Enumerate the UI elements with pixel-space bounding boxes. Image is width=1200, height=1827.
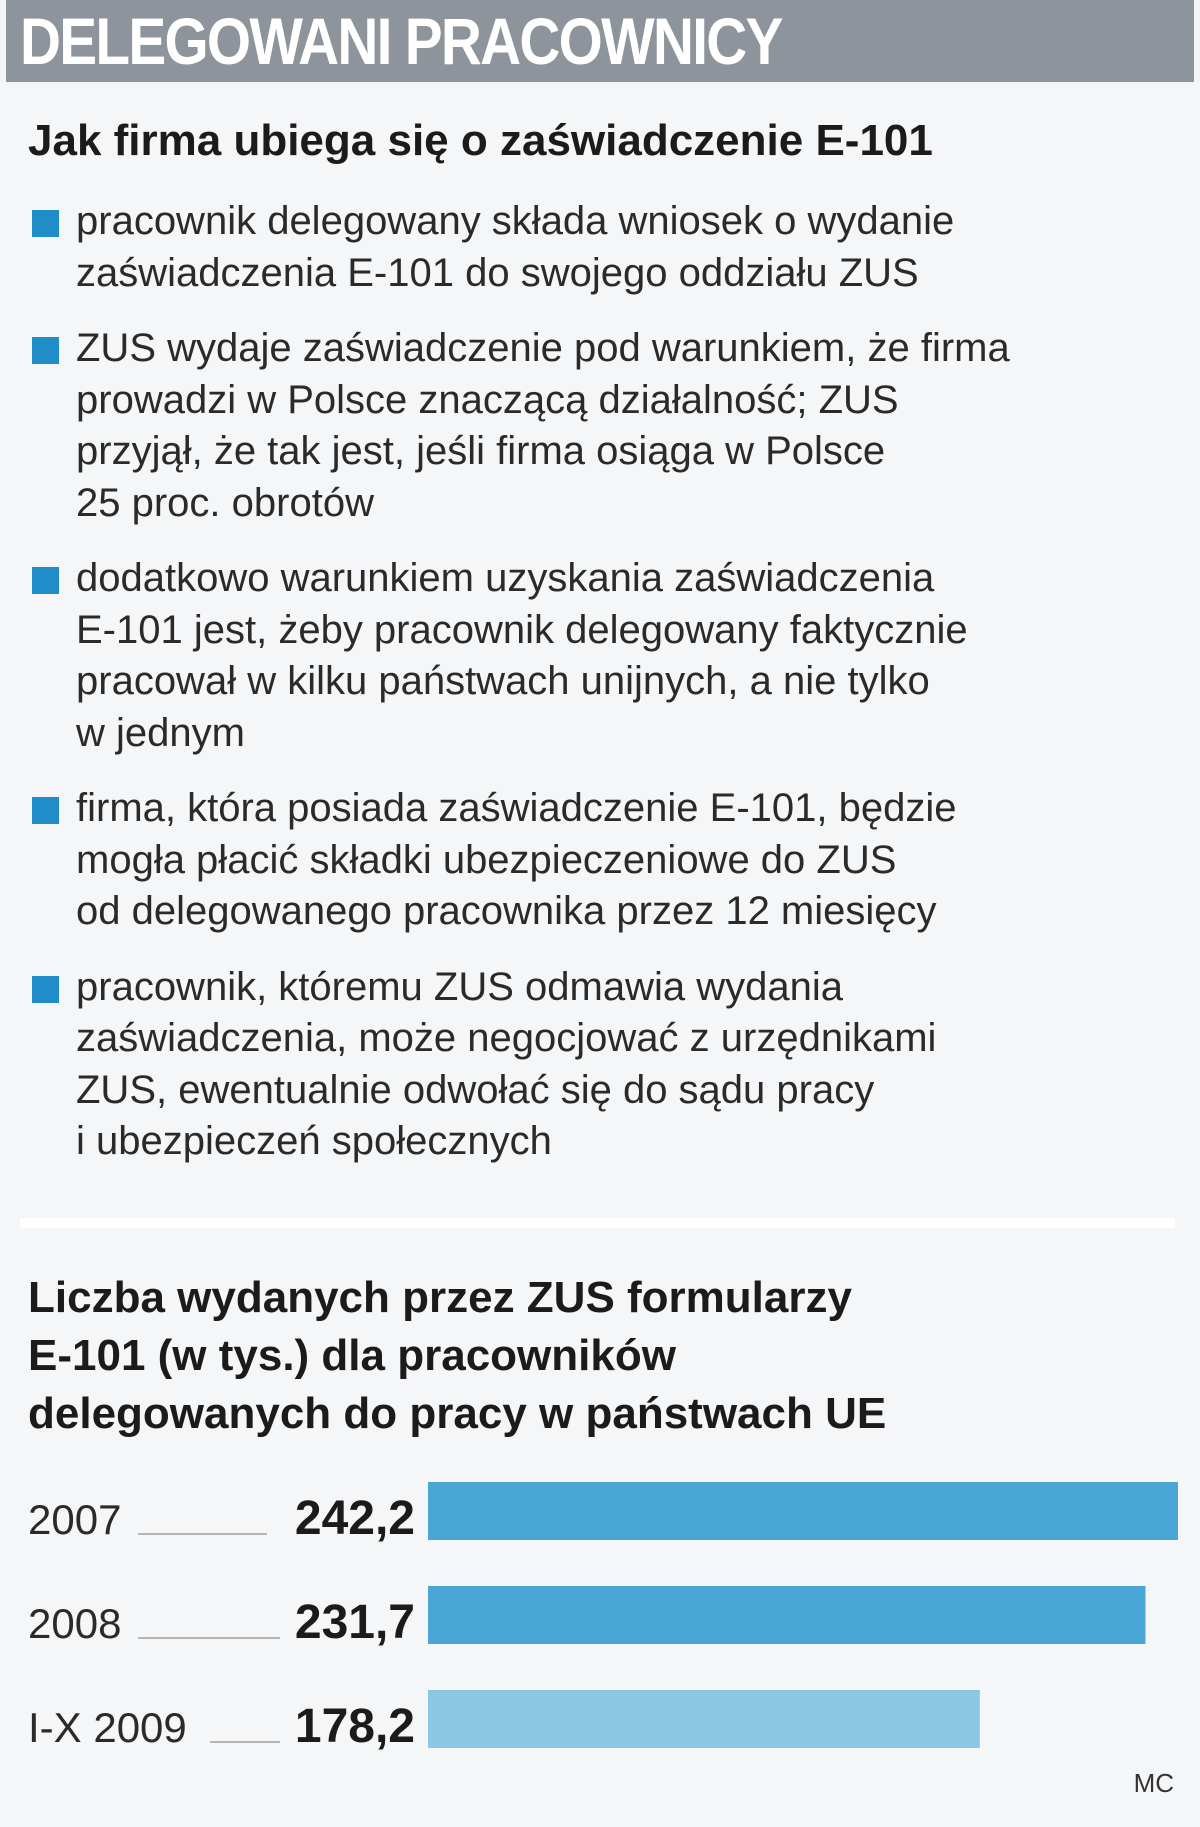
bar-chart: [0, 1460, 1200, 1750]
divider: [20, 1218, 1175, 1228]
bullet-text: ZUS wydaje zaświadczenie pod warunkiem, że firma prowadzi w Polsce znaczącą działalność; ZUS przyjął, że tak jest, jeśli firma osiąga w Polsce 25 proc. obrotów: [76, 326, 1010, 525]
bullet-square-icon: [32, 210, 59, 237]
bullet-square-icon: [32, 337, 59, 364]
value-label: 242,2: [294, 1492, 415, 1545]
value-label: 231,7: [294, 1596, 415, 1649]
value-label: 178,2: [294, 1700, 415, 1750]
header-title: DELEGOWANI PRACOWNICY: [20, 4, 782, 78]
bullet-item: [28, 553, 1178, 759]
bullet-item: [28, 323, 1178, 529]
bullet-text: dodatkowo warunkiem uzyskania zaświadczenia E-101 jest, żeby pracownik delegowany faktycznie pracował w kilku państwach unijnych, a nie tylko w jednym: [76, 556, 968, 755]
bullet-item: [28, 783, 1178, 938]
credit: MC: [1133, 1768, 1174, 1798]
bullet-list: [28, 196, 1178, 1192]
bullet-square-icon: [32, 567, 59, 594]
bullet-text: pracownik delegowany składa wniosek o wydanie zaświadczenia E-101 do swojego oddziału ZUS: [76, 199, 955, 295]
bar: [428, 1690, 980, 1748]
bullet-square-icon: [32, 797, 59, 824]
section-title: Jak firma ubiega się o zaświadczenie E-101: [28, 116, 933, 165]
bullet-item: [28, 962, 1178, 1168]
category-label: I-X 2009: [28, 1704, 187, 1750]
bullet-text: firma, która posiada zaświadczenie E-101, będzie mogła płacić składki ubezpieczeniowe do ZUS od delegowanego pracownika przez 12 miesięcy: [76, 786, 957, 933]
bullet-square-icon: [32, 976, 59, 1003]
category-label: 2008: [28, 1600, 122, 1647]
header-bar: [6, 0, 1194, 82]
bar: [428, 1586, 1145, 1644]
chart-title: Liczba wydanych przez ZUS formularzy E-101 (w tys.) dla pracowników delegowanych do pracy w państwach UE: [28, 1273, 887, 1438]
bullet-item: [28, 196, 1178, 299]
bar: [428, 1482, 1178, 1540]
category-label: 2007: [28, 1496, 122, 1543]
bullet-text: pracownik, któremu ZUS odmawia wydania zaświadczenia, może negocjować z urzędnikami ZUS, ewentualnie odwołać się do sądu pracy i ubezpieczeń społecznych: [76, 964, 937, 1163]
